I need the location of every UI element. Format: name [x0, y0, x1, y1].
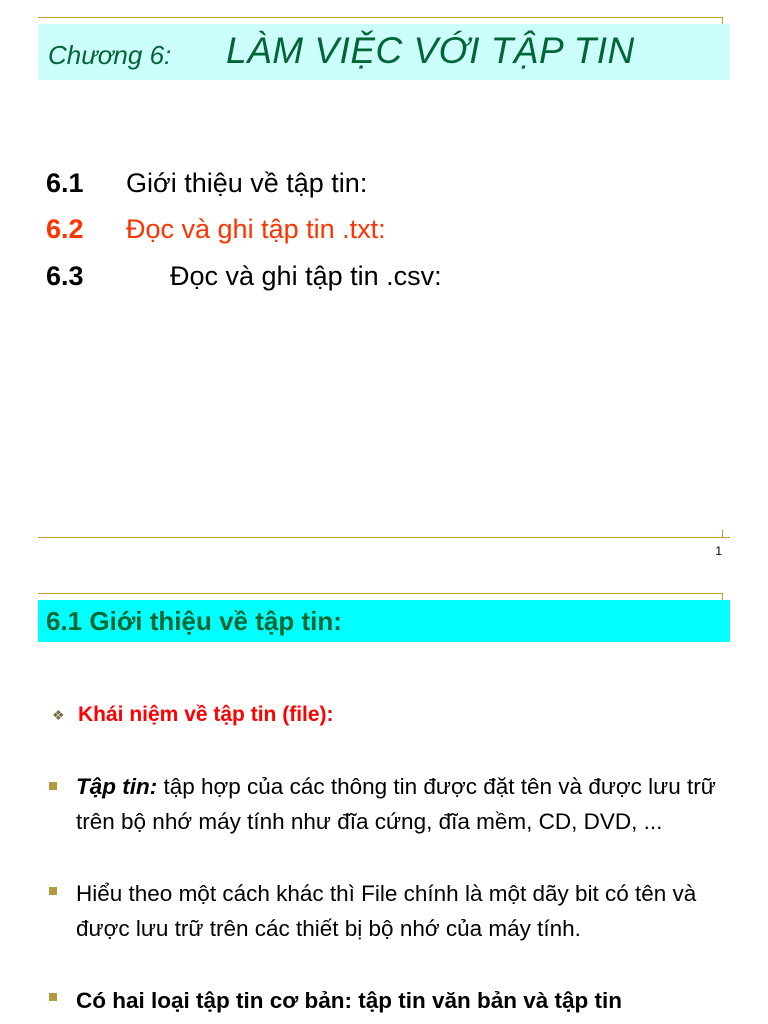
bullet-paragraph: [76, 769, 736, 839]
toc-text: Giới thiệu về tập tin:: [126, 168, 368, 198]
toc-number: 6.2: [46, 214, 84, 244]
square-bullet-icon: [49, 887, 57, 895]
toc-text: Đọc và ghi tập tin .csv:: [170, 261, 442, 291]
toc-item-6-1[interactable]: [46, 168, 368, 199]
bullet-paragraph: Có hai loại tập tin cơ bản: tập tin văn bản và tập tin: [76, 988, 623, 1013]
bullet-text: tập hợp của các thông tin được đặt tên và được lưu trữ trên bộ nhớ máy tính như đĩa cứng, đĩa mềm, CD, DVD, ...: [76, 774, 716, 834]
bottom-rule: [38, 537, 730, 538]
square-bullet-icon: [49, 993, 57, 1001]
diamond-bullet-icon: ❖: [52, 707, 65, 723]
slide2-top-rule: [38, 593, 723, 594]
toc-item-6-2[interactable]: [46, 214, 386, 245]
toc-text: Đọc và ghi tập tin .txt:: [126, 214, 386, 244]
bottom-rule-tick: [722, 530, 723, 538]
subheading: Khái niệm về tập tin (file):: [78, 703, 334, 726]
term-label: Tập tin:: [76, 774, 158, 799]
toc-number: 6.1: [46, 168, 84, 198]
chapter-title: LÀM VIỆC VỚI TẬP TIN: [226, 30, 635, 71]
page-number: 1: [715, 544, 722, 558]
toc-item-6-3[interactable]: [46, 261, 442, 292]
chapter-label: Chương 6:: [48, 40, 172, 70]
square-bullet-icon: [49, 782, 57, 790]
section-title: 6.1 Giới thiệu về tập tin:: [46, 606, 342, 636]
top-rule: [38, 17, 723, 18]
toc-number: 6.3: [46, 261, 84, 291]
bullet-paragraph: Hiểu theo một cách khác thì File chính là một dãy bit có tên và được lưu trữ trên các thiết bị bộ nhớ của máy tính.: [76, 881, 697, 941]
